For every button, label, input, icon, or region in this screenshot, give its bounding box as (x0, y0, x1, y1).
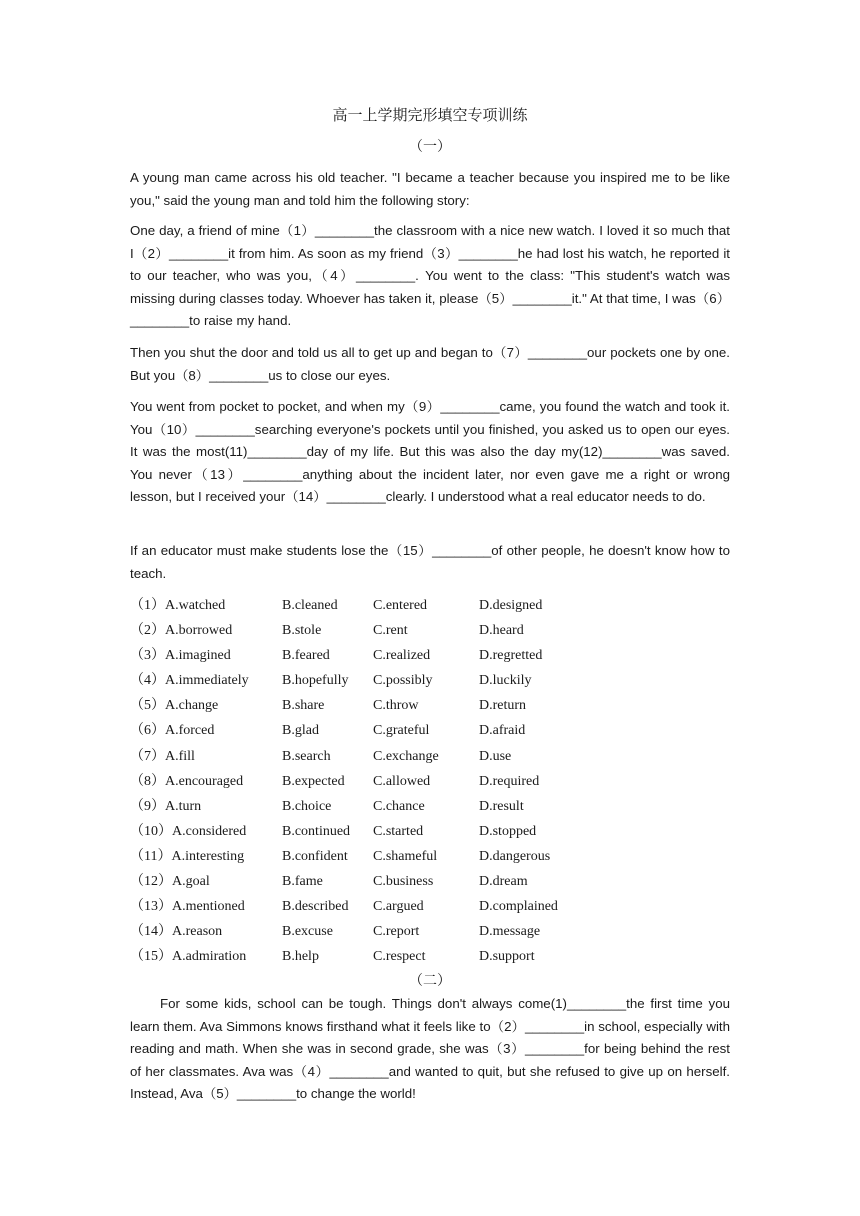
option-row (130, 668, 730, 693)
option-d: D.return (479, 698, 527, 714)
option-d: D.support (479, 949, 535, 965)
option-b: B.continued (282, 823, 351, 839)
option-d: D.message (479, 924, 541, 940)
option-a: （10）A.considered (130, 823, 247, 839)
option-d: D.stopped (479, 823, 537, 839)
option-c: C.realized (373, 648, 431, 664)
passage-paragraph: Then you shut the door and told us all to get up and began to（7）________our pockets one by one. But you（8）________us to close our eyes. (130, 345, 730, 383)
option-b: B.choice (282, 798, 332, 814)
section-two-label: （二） (409, 974, 451, 989)
option-c: C.throw (373, 698, 419, 714)
option-row (130, 794, 730, 819)
option-a: （5）A.change (130, 698, 219, 714)
option-row (130, 593, 730, 618)
option-row (130, 618, 730, 643)
option-row (130, 919, 730, 944)
option-b: B.described (282, 899, 349, 915)
option-b: B.hopefully (282, 673, 349, 689)
option-d: D.dream (479, 874, 528, 890)
option-c: C.allowed (373, 773, 431, 789)
option-row (130, 944, 730, 969)
option-c: C.started (373, 823, 424, 839)
option-row (130, 869, 730, 894)
option-row (130, 894, 730, 919)
option-b: B.excuse (282, 924, 333, 940)
option-d: D.designed (479, 598, 543, 613)
option-row (130, 744, 730, 769)
option-b: B.expected (282, 773, 345, 789)
option-a: （11）A.interesting (130, 848, 245, 864)
option-a: （13）A.mentioned (130, 899, 245, 915)
option-row (130, 718, 730, 743)
option-c: C.entered (373, 598, 428, 613)
option-b: B.share (282, 698, 325, 714)
option-row (130, 769, 730, 794)
passage-paragraph: One day, a friend of mine（1）________the classroom with a nice new watch. I loved it so much that I（2）________it from him. As soon as my friend（3）________he had lost his watch, he reported it to our teacher, who was you,（4）________. You went to the class: "This student's watch was missing during classes today. Whoever has taken it, please（5）________it." At that time, I was（6）________to raise my hand. (130, 223, 730, 328)
option-b: B.search (282, 748, 331, 764)
option-c: C.chance (373, 798, 425, 814)
answer-options (130, 593, 730, 969)
option-c: C.respect (373, 949, 426, 965)
option-a: （9）A.turn (130, 798, 202, 814)
option-c: C.grateful (373, 723, 430, 739)
option-d: D.heard (479, 623, 524, 639)
passage-paragraph: You went from pocket to pocket, and when my（9）________came, you found the watch and took it. You（10）________searching everyone's pockets until you finished, you asked us to open our eyes. It was the most(11)________day of my life. But this was also the day my(12)________was saved. You never（13）________anything about the incident later, nor even gave me a right or wrong lesson, but I received your（14）________clearly. I understood what a real educator needs to do. (130, 399, 730, 504)
section-one-label: （一） (409, 140, 451, 155)
option-c: C.report (373, 924, 420, 940)
option-a: （7）A.fill (130, 748, 195, 764)
option-a: （12）A.goal (130, 874, 210, 890)
option-c: C.possibly (373, 673, 433, 689)
option-b: B.cleaned (282, 598, 338, 613)
option-d: D.luckily (479, 673, 532, 689)
option-c: C.shameful (373, 848, 438, 864)
option-row (130, 844, 730, 869)
option-b: B.feared (282, 648, 330, 664)
option-b: B.stole (282, 623, 322, 639)
option-d: D.result (479, 798, 524, 814)
option-a: （8）A.encouraged (130, 773, 244, 789)
option-a: （6）A.forced (130, 723, 215, 739)
passage-paragraph: For some kids, school can be tough. Things don't always come(1)________the first time you learn them. Ava Simmons knows firsthand what it feels like to（2）________in school, especially with reading and math. When she was in second grade, she was（3）________for being behind the rest of her classmates. Ava was（4）________and wanted to quit, but she refused to give up on herself. Instead, Ava（5）________to change the world! (130, 996, 730, 1101)
option-d: D.use (479, 748, 512, 764)
option-a: （1）A.watched (130, 598, 226, 613)
option-row (130, 693, 730, 718)
passage-paragraph: A young man came across his old teacher. "I became a teacher because you inspired me to be like you," said the young man and told him the following story: (130, 170, 730, 208)
option-b: B.fame (282, 874, 323, 890)
option-b: B.confident (282, 848, 348, 864)
option-a: （15）A.admiration (130, 949, 247, 965)
option-d: D.afraid (479, 723, 526, 739)
option-d: D.regretted (479, 648, 543, 664)
page-title: 高一上学期完形填空专项训练 (332, 108, 528, 124)
option-c: C.exchange (373, 748, 439, 764)
option-d: D.required (479, 773, 540, 789)
option-a: （4）A.immediately (130, 673, 249, 689)
option-row (130, 819, 730, 844)
option-row (130, 643, 730, 668)
option-a: （3）A.imagined (130, 648, 231, 664)
passage-paragraph: If an educator must make students lose the（15）________of other people, he doesn't know how to teach. (130, 543, 730, 581)
option-d: D.dangerous (479, 848, 551, 864)
option-c: C.rent (373, 623, 408, 639)
option-c: C.argued (373, 899, 424, 915)
option-d: D.complained (479, 899, 558, 915)
option-a: （2）A.borrowed (130, 623, 233, 639)
option-b: B.glad (282, 723, 319, 739)
option-b: B.help (282, 949, 319, 965)
option-a: （14）A.reason (130, 924, 223, 940)
option-c: C.business (373, 874, 434, 890)
